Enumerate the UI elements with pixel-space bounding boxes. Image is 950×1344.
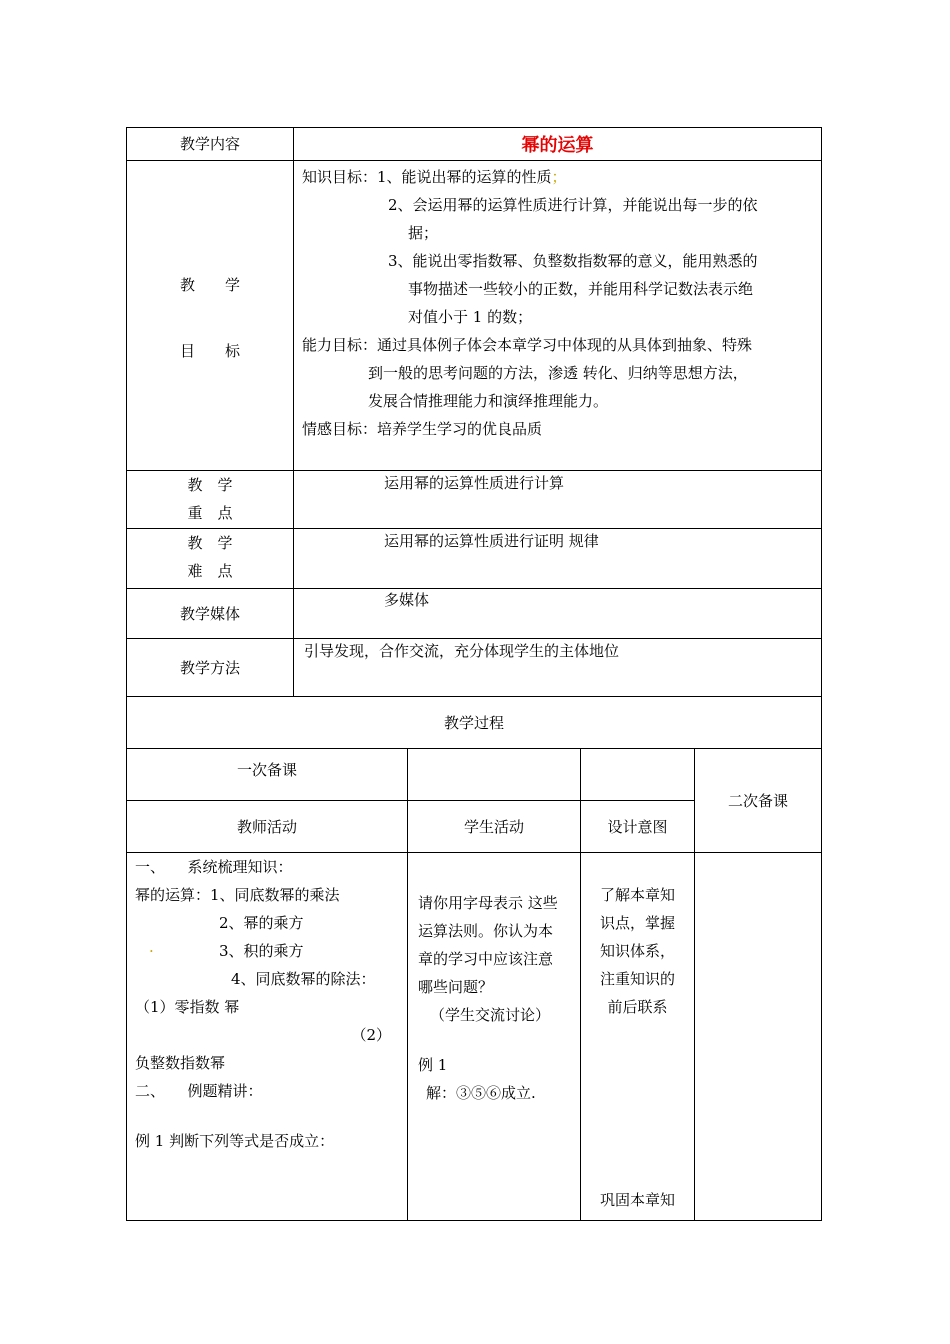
row-difficulty [127, 529, 822, 589]
teacher-activity-cell [127, 853, 408, 1221]
ability-objective-a: 能力目标：通过具体例子体会本章学习中体现的从具体到抽象、特殊 [302, 336, 753, 354]
process-label: 教学过程 [127, 697, 822, 749]
row-objectives [127, 161, 822, 471]
design-col-header: 设计意图 [581, 801, 695, 853]
key-point-text: 运用幂的运算性质进行计算 [294, 471, 822, 529]
knowledge-objective-3c: 对值小于 1 的数； [408, 308, 533, 326]
design-line-1: 了解本章知 [599, 886, 675, 904]
design-line-3: 知识体系， [599, 942, 675, 960]
teacher-line-4: · 3、积的乘方 [149, 942, 304, 960]
student-line-1: 请你用字母表示 这些 [418, 894, 558, 912]
first-prep-label: 一次备课 [127, 749, 408, 801]
media-label: 教学媒体 [127, 589, 294, 639]
student-activity-cell [408, 853, 581, 1221]
knowledge-objective-2a: 2、会运用幂的运算性质进行计算，并能说出每一步的依 [388, 196, 758, 214]
teacher-line-9: 二、 例题精讲： [135, 1082, 263, 1100]
lesson-plan-table [126, 127, 822, 1221]
objectives-label-line2: 目 标 [179, 341, 240, 360]
knowledge-objective-3a: 3、能说出零指数幂、负整数指数幂的意义，能用熟悉的 [388, 252, 758, 270]
row-key-point [127, 471, 822, 529]
teacher-line-1: 一、 系统梳理知识： [135, 858, 293, 876]
row-media [127, 589, 822, 639]
method-text: 引导发现，合作交流，充分体现学生的主体地位 [294, 639, 822, 697]
student-example-answer: 解：③⑤⑥成立. [426, 1084, 536, 1102]
difficulty-text: 运用幂的运算性质进行证明 规律 [294, 529, 822, 589]
student-example-label: 例 1 [418, 1056, 448, 1074]
student-line-4: 哪些问题？ [418, 978, 494, 996]
teacher-col-header: 教师活动 [127, 801, 408, 853]
ability-objective-c: 发展合情推理能力和演绎推理能力。 [368, 392, 609, 410]
key-point-label [127, 471, 294, 529]
row-method [127, 639, 822, 697]
key-point-label-line2: 重 点 [187, 504, 233, 522]
lesson-title: 幂的运算 [294, 128, 822, 161]
row-content [127, 128, 822, 161]
teacher-line-5: 4、同底数幂的除法： [231, 970, 376, 988]
key-point-label-line1: 教 学 [187, 476, 233, 494]
student-line-5: （学生交流讨论） [430, 1006, 551, 1024]
method-label: 教学方法 [127, 639, 294, 697]
teacher-line-3: 2、幂的乘方 [219, 914, 304, 932]
second-prep-cell [695, 853, 822, 1221]
design-line-2: 识点，掌握 [599, 914, 675, 932]
teacher-line-7: （2） [351, 1026, 391, 1044]
knowledge-objective-2b: 据； [408, 224, 439, 242]
student-line-3: 章的学习中应该注意 [418, 950, 554, 968]
student-col-header: 学生活动 [408, 801, 581, 853]
knowledge-objective-3b: 事物描述一些较小的正数，并能用科学记数法表示绝 [408, 280, 754, 298]
design-line-5: 前后联系 [607, 998, 668, 1016]
student-line-2: 运算法则。你认为本 [418, 922, 554, 940]
teacher-line-8: 负整数指数幂 [135, 1054, 226, 1072]
objectives-label [127, 161, 294, 471]
knowledge-objective-1: 知识目标：1、能说出幂的运算的性质； [302, 168, 567, 186]
design-intent-cell [581, 853, 695, 1221]
difficulty-label-line2: 难 点 [187, 562, 233, 580]
design-line-4: 注重知识的 [599, 970, 675, 988]
blank-header-cell-2 [581, 749, 695, 801]
objectives-cell [294, 161, 822, 471]
objectives-label-line1: 教 学 [179, 275, 240, 294]
row-prep-header [127, 749, 822, 801]
difficulty-label [127, 529, 294, 589]
second-prep-label: 二次备课 [695, 749, 822, 853]
design-line-6: 巩固本章知 [599, 1191, 675, 1209]
teacher-line-2: 幂的运算：1、同底数幂的乘法 [135, 886, 340, 904]
content-label: 教学内容 [127, 128, 294, 161]
ability-objective-b: 到一般的思考问题的方法，渗透 转化、归纳等思想方法， [368, 364, 748, 382]
row-activities [127, 853, 822, 1221]
teacher-line-10: 例 1 判断下列等式是否成立： [135, 1132, 335, 1150]
media-text: 多媒体 [294, 589, 822, 639]
blank-header-cell [408, 749, 581, 801]
difficulty-label-line1: 教 学 [187, 534, 233, 552]
row-process [127, 697, 822, 749]
emotion-objective: 情感目标：培养学生学习的优良品质 [302, 420, 543, 438]
teacher-line-6: （1）零指数 幂 [135, 998, 240, 1016]
